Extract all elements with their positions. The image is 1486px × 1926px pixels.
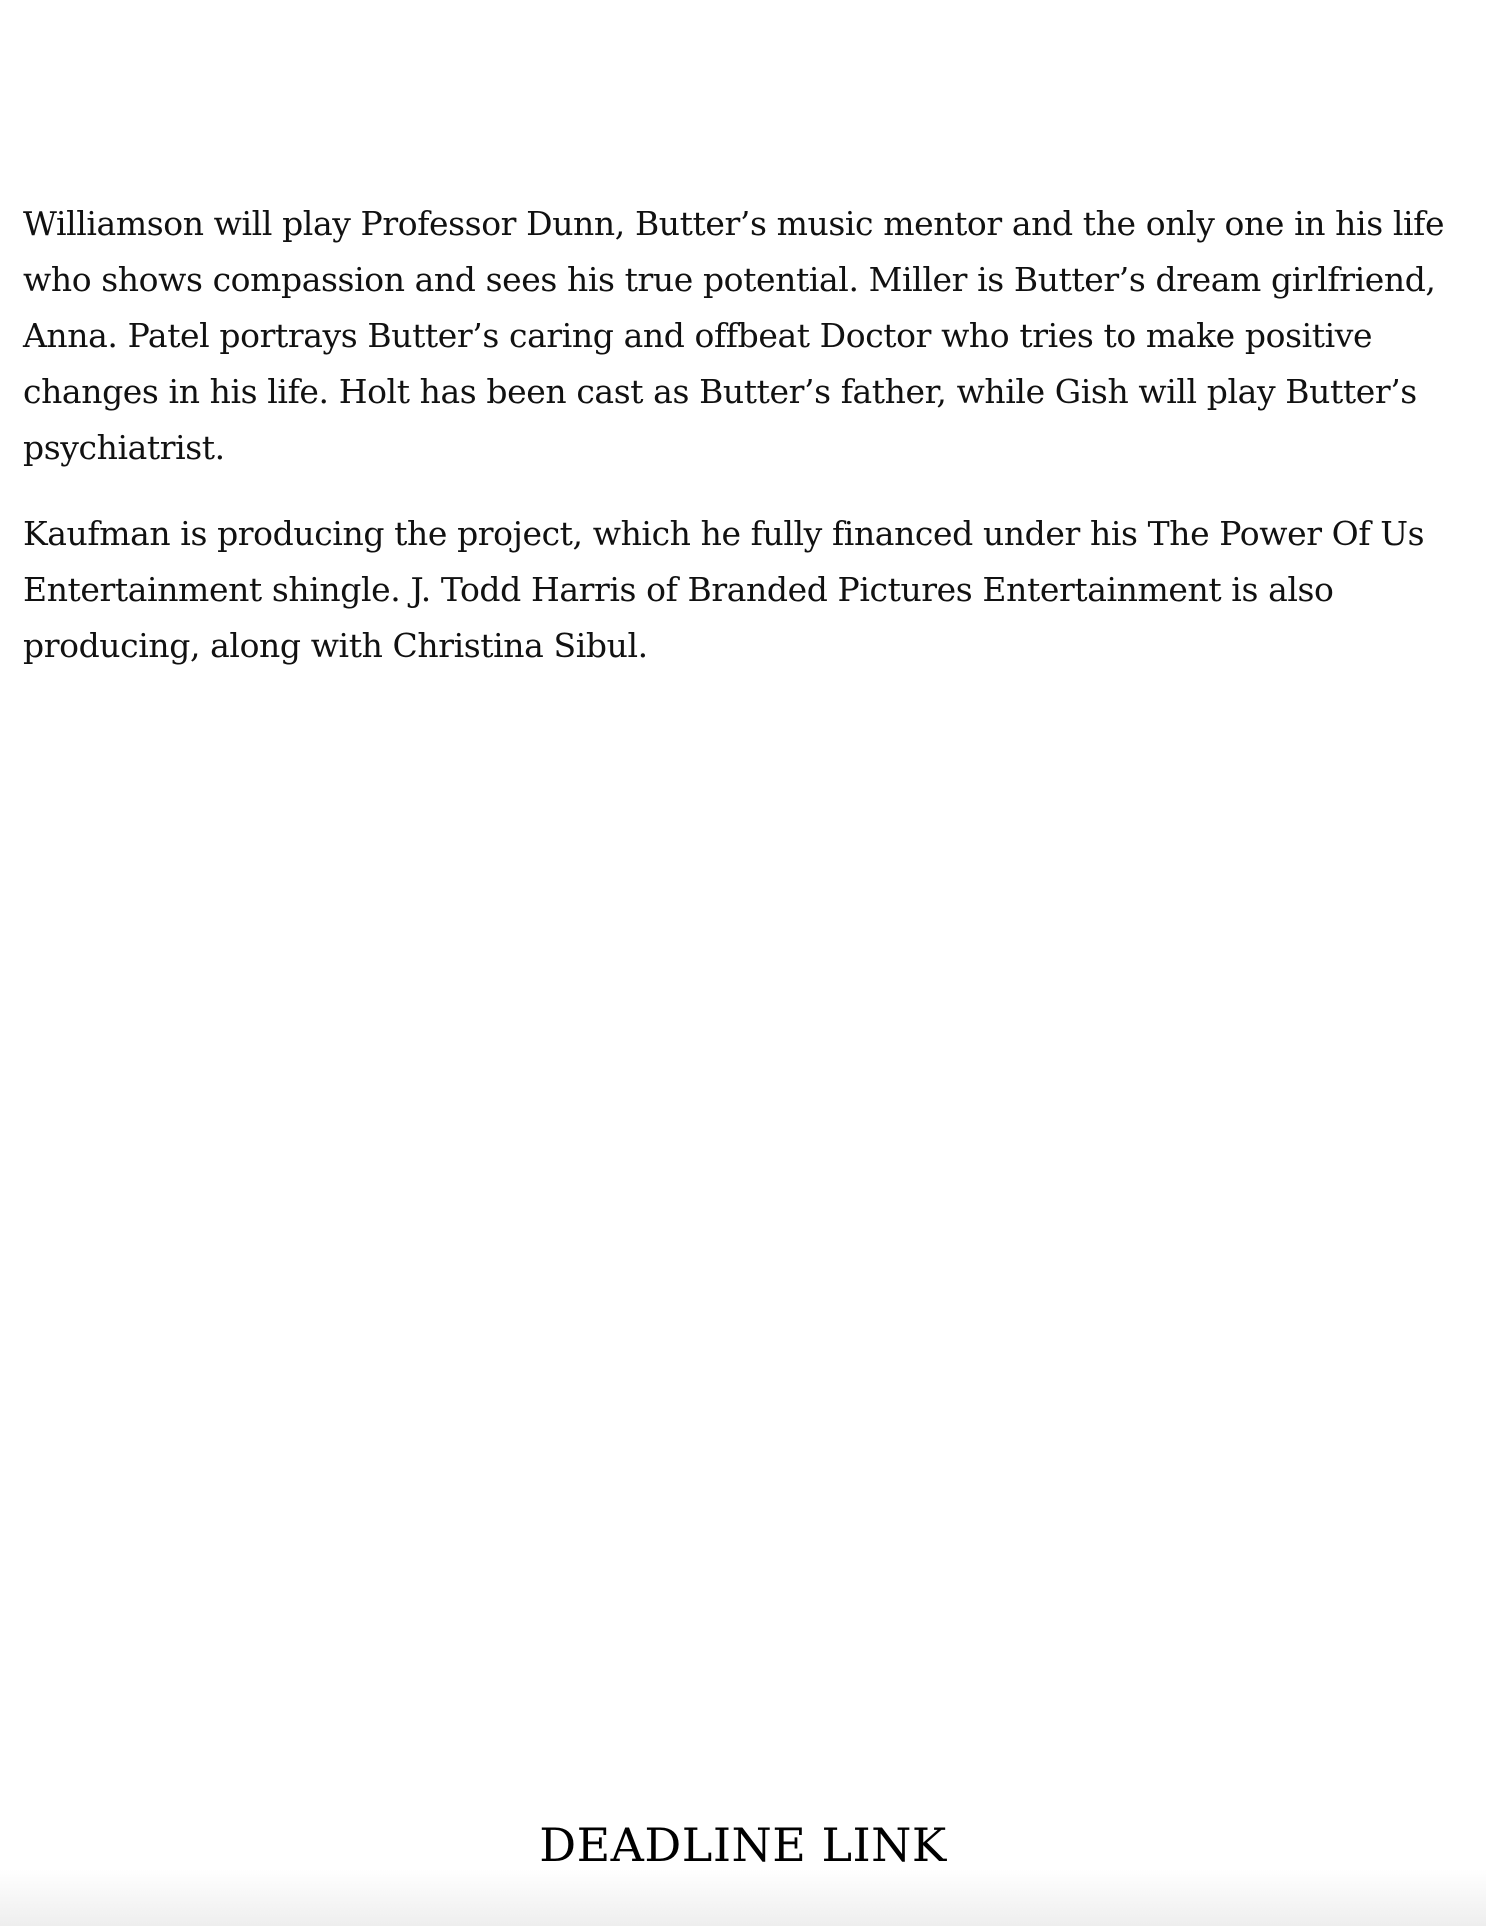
- article-body: [23, 196, 1463, 704]
- deadline-link[interactable]: DEADLINE LINK: [539, 1818, 947, 1872]
- article-paragraph: Kaufman is producing the project, which he fully financed under his The Power Of Us Entertainment shingle. J. Todd Harris of Branded Pictures Entertainment is also producing, along with Christina Sibul.: [23, 514, 1425, 665]
- article-paragraph: Williamson will play Professor Dunn, Butter’s music mentor and the only one in his life who shows compassion and sees his true potential. Miller is Butter’s dream girlfriend, Anna. Patel portrays Butter’s caring and offbeat Doctor who tries to make positive changes in his life. Holt has been cast as Butter’s father, while Gish will play Butter’s psychiatrist.: [23, 204, 1445, 467]
